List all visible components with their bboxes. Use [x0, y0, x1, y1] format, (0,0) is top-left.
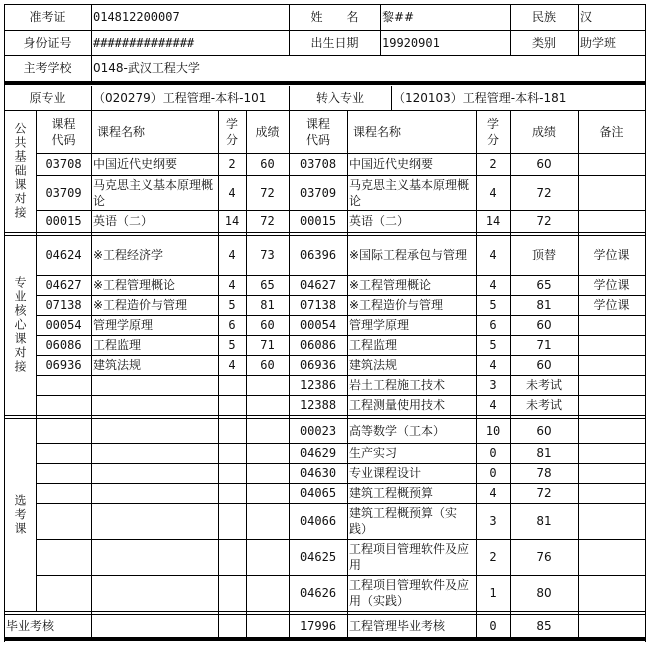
column-header-remark: 备注 — [599, 124, 624, 139]
column-header-credit — [218, 110, 246, 153]
new-course-name: 工程管理毕业考核 — [349, 618, 446, 633]
column-header-credit — [476, 110, 510, 153]
orig-course-name: 中国近代史纲要 — [93, 157, 178, 171]
header-line: 学 — [486, 116, 499, 131]
course-remark: 学位课 — [593, 248, 630, 262]
orig-course-score — [246, 375, 289, 395]
name-label: 姓 名 — [310, 10, 359, 24]
new-course-score: 71 — [536, 338, 552, 352]
orig-course-code: 03708 — [45, 157, 82, 171]
id-number-value: ############## — [93, 35, 195, 50]
course-remark — [578, 375, 645, 395]
orig-course-score: 81 — [260, 298, 275, 312]
new-course-credit: 2 — [489, 157, 497, 171]
orig-course-code — [36, 375, 91, 395]
new-course-name: ※工程造价与管理 — [349, 298, 444, 312]
header-line: 代码 — [305, 132, 330, 147]
grid-line — [510, 110, 511, 638]
new-course-name: ※工程管理概论 — [349, 278, 432, 292]
header-line: 学 — [225, 116, 238, 131]
orig-course-credit: 4 — [228, 358, 236, 372]
birth-date-label: 出生日期 — [310, 35, 359, 50]
orig-course-score: 73 — [260, 248, 275, 262]
new-course-score: 65 — [536, 278, 552, 292]
new-course-name: 高等数学（工本） — [349, 423, 446, 438]
new-course-score: 60 — [536, 358, 552, 372]
orig-course-score: 60 — [260, 358, 275, 372]
new-course-name: 建筑法规 — [349, 358, 398, 372]
grid-line — [578, 110, 579, 638]
grid-line — [4, 415, 646, 416]
grid-line — [218, 110, 219, 638]
new-course-score: 76 — [536, 550, 552, 564]
section-label-elective: 选考课 — [13, 493, 27, 536]
ethnicity-value: 汉 — [580, 10, 593, 24]
orig-course-name: 马克思主义基本原理概论 — [93, 177, 214, 208]
grid-line — [645, 4, 646, 642]
orig-course-code: 06936 — [45, 358, 82, 372]
new-course-score: 81 — [536, 514, 552, 528]
new-course-code: 04627 — [299, 278, 337, 292]
orig-course-name — [91, 375, 218, 395]
orig-course-score: 71 — [260, 338, 275, 352]
new-course-code: 04625 — [299, 550, 337, 564]
new-course-code: 03709 — [299, 185, 337, 200]
course-remark — [578, 153, 645, 175]
new-course-score: 72 — [536, 486, 552, 500]
transfer-major-value: （120103）工程管理-本科-181 — [393, 91, 567, 105]
new-course-code: 06936 — [299, 358, 337, 372]
orig-course-score: 72 — [260, 214, 275, 228]
grid-line — [4, 232, 646, 233]
grid-line — [347, 110, 348, 638]
new-course-score: 60 — [536, 423, 552, 438]
new-course-credit: 10 — [485, 423, 501, 438]
grid-line — [36, 110, 37, 612]
new-course-name: ※国际工程承包与管理 — [349, 248, 468, 262]
orig-course-credit — [218, 375, 246, 395]
course-remark — [578, 503, 645, 539]
new-course-score: 85 — [536, 618, 552, 633]
new-course-code: 04065 — [299, 486, 337, 500]
new-course-credit: 5 — [489, 338, 497, 352]
grid-line — [246, 110, 247, 638]
new-course-credit: 4 — [489, 486, 497, 500]
new-course-code: 06396 — [299, 248, 337, 262]
orig-course-credit: 6 — [228, 318, 236, 332]
new-course-code: 00054 — [299, 318, 337, 332]
column-header-score: 成绩 — [255, 124, 280, 139]
course-remark: 学位课 — [593, 298, 630, 312]
course-remark — [578, 315, 645, 335]
new-course-score: 60 — [536, 318, 552, 332]
new-course-credit: 3 — [489, 378, 497, 392]
orig-course-name: ※工程管理概论 — [93, 278, 176, 292]
new-course-code: 00023 — [299, 423, 337, 438]
new-course-credit: 6 — [489, 318, 497, 332]
new-course-credit: 0 — [489, 446, 497, 460]
new-course-name: 岩土工程施工技术 — [349, 378, 446, 392]
new-course-name: 工程测量使用技术 — [349, 398, 446, 412]
new-course-code: 03708 — [299, 157, 337, 171]
new-course-name: 工程项目管理软件及应用（实践） — [349, 578, 470, 608]
new-course-name: 英语（二） — [349, 214, 410, 228]
orig-course-name: ※工程造价与管理 — [93, 298, 188, 312]
orig-course-name: ※工程经济学 — [93, 248, 164, 262]
orig-course-code: 03709 — [45, 185, 82, 200]
new-course-name: 工程项目管理软件及应用 — [349, 542, 470, 572]
new-course-code: 04630 — [299, 466, 337, 480]
orig-course-credit: 2 — [228, 157, 236, 171]
orig-course-name: 管理学原理 — [93, 318, 154, 332]
new-course-code: 04626 — [299, 586, 337, 600]
course-remark — [578, 355, 645, 375]
orig-course-code: 00015 — [45, 214, 82, 228]
grid-line — [4, 637, 646, 641]
header-line: 分 — [486, 132, 499, 147]
birth-date-value: 19920901 — [382, 35, 440, 50]
new-course-credit: 0 — [489, 618, 497, 633]
new-course-code: 17996 — [299, 618, 337, 633]
new-course-name: 管理学原理 — [349, 318, 410, 332]
orig-course-code: 06086 — [45, 338, 82, 352]
course-remark — [578, 483, 645, 503]
new-course-credit: 4 — [489, 278, 497, 292]
new-course-score: 60 — [536, 157, 552, 171]
section-label-public: 公共基础课对接 — [13, 122, 27, 220]
course-remark — [578, 443, 645, 463]
course-remark — [578, 614, 645, 637]
orig-course-credit: 4 — [228, 248, 236, 262]
section-label-core: 专业核心课对接 — [13, 276, 27, 374]
grid-line — [91, 110, 92, 638]
orig-course-code: 04624 — [45, 248, 82, 262]
column-header-name: 课程名称 — [353, 124, 402, 139]
course-remark — [578, 418, 645, 443]
exam-id-label: 准考证 — [29, 10, 66, 24]
new-course-credit: 4 — [489, 248, 497, 262]
orig-course-credit — [218, 395, 246, 415]
new-course-score: 78 — [536, 466, 552, 480]
orig-course-score — [246, 395, 289, 415]
orig-course-score: 65 — [260, 278, 275, 292]
new-course-score: 81 — [536, 446, 552, 460]
new-course-score: 未考试 — [525, 378, 562, 392]
new-course-credit: 2 — [489, 550, 497, 564]
new-course-credit: 14 — [485, 214, 501, 228]
new-course-name: 中国近代史纲要 — [349, 157, 434, 171]
new-course-name: 专业课程设计 — [349, 466, 422, 480]
column-header-code — [36, 110, 91, 153]
new-course-score: 未考试 — [525, 398, 562, 412]
header-line: 代码 — [51, 132, 76, 147]
new-course-credit: 5 — [489, 298, 497, 312]
original-major-value: （020279）工程管理-本科-101 — [93, 91, 267, 105]
orig-course-code: 07138 — [45, 298, 82, 312]
transfer-major-label: 转入专业 — [315, 91, 364, 105]
new-course-credit: 0 — [489, 466, 497, 480]
new-course-score: 顶替 — [531, 248, 556, 262]
orig-course-code — [36, 395, 91, 415]
new-course-score: 72 — [536, 214, 552, 228]
new-course-code: 04629 — [299, 446, 337, 460]
orig-course-score: 60 — [260, 157, 275, 171]
orig-course-credit: 5 — [228, 338, 236, 352]
course-remark: 学位课 — [593, 278, 630, 292]
header-line: 分 — [225, 132, 238, 147]
orig-course-credit: 4 — [228, 185, 236, 200]
new-course-score: 81 — [536, 298, 552, 312]
new-course-credit: 4 — [489, 185, 497, 200]
new-course-name: 建筑工程概预算（实践） — [349, 506, 458, 536]
ethnicity-label: 民族 — [531, 10, 556, 24]
new-course-code: 12388 — [299, 398, 337, 412]
column-header-name: 课程名称 — [97, 124, 146, 139]
new-course-name: 马克思主义基本原理概论 — [349, 177, 470, 208]
course-remark — [578, 210, 645, 232]
header-line: 课程 — [305, 116, 330, 131]
grid-line — [4, 611, 646, 612]
id-number-label: 身份证号 — [23, 35, 72, 50]
orig-course-code: 00054 — [45, 318, 82, 332]
new-course-name: 建筑工程概预算 — [349, 486, 434, 500]
name-value: 黎## — [382, 10, 415, 24]
orig-course-code: 04627 — [45, 278, 82, 292]
new-course-name: 生产实习 — [349, 446, 398, 460]
course-remark — [578, 575, 645, 611]
new-course-credit: 3 — [489, 514, 497, 528]
grid-line — [476, 110, 477, 638]
course-remark — [578, 539, 645, 575]
new-course-code: 06086 — [299, 338, 337, 352]
original-major-label: 原专业 — [29, 91, 66, 105]
course-remark — [578, 463, 645, 483]
orig-course-name: 英语（二） — [93, 214, 154, 228]
exam-id-value: 014812200007 — [93, 10, 180, 24]
new-course-credit: 1 — [489, 586, 497, 600]
orig-course-name — [91, 395, 218, 415]
orig-course-score: 60 — [260, 318, 275, 332]
new-course-code: 00015 — [299, 214, 337, 228]
new-course-name: 工程监理 — [349, 338, 398, 352]
course-remark — [578, 395, 645, 415]
new-course-code: 04066 — [299, 514, 337, 528]
column-header-code — [289, 110, 347, 153]
category-label: 类别 — [531, 35, 556, 50]
school-value: 0148-武汉工程大学 — [93, 61, 200, 75]
new-course-credit: 4 — [489, 398, 497, 412]
orig-course-credit: 4 — [228, 278, 236, 292]
new-course-code: 07138 — [299, 298, 337, 312]
orig-course-credit: 5 — [228, 298, 236, 312]
orig-course-score: 72 — [260, 185, 275, 200]
new-course-score: 80 — [536, 586, 552, 600]
orig-course-name: 工程监理 — [93, 338, 142, 352]
new-course-score: 72 — [536, 185, 552, 200]
course-remark — [578, 175, 645, 210]
grid-line — [4, 81, 646, 85]
column-header-score: 成绩 — [531, 124, 556, 139]
new-course-code: 12386 — [299, 378, 337, 392]
new-course-credit: 4 — [489, 358, 497, 372]
header-line: 课程 — [51, 116, 76, 131]
course-remark — [578, 335, 645, 355]
school-label: 主考学校 — [23, 61, 72, 75]
orig-course-name: 建筑法规 — [93, 358, 142, 372]
section-label-graduation: 毕业考核 — [6, 618, 55, 633]
category-value: 助学班 — [580, 35, 617, 50]
grid-line — [289, 110, 290, 638]
orig-course-credit: 14 — [224, 214, 240, 228]
